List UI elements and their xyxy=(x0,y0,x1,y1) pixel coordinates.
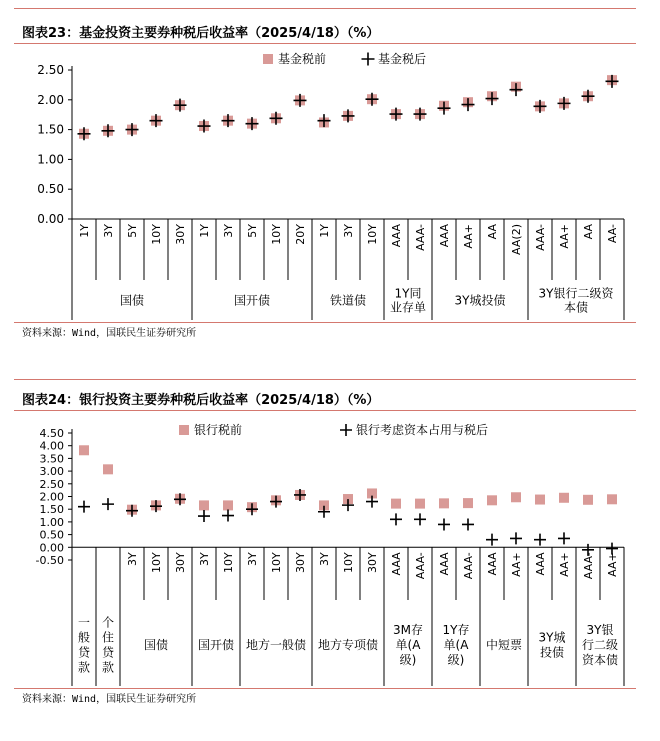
category-label: AA(2) xyxy=(510,224,523,255)
pre-tax-point xyxy=(607,494,617,504)
category-label: 3Y xyxy=(198,552,211,567)
group-label: 3Y银行二级资本债 xyxy=(538,286,614,315)
category-label: 10Y xyxy=(222,552,235,574)
group-label: 国开债 xyxy=(233,293,271,308)
figure-24-bottom-rule xyxy=(14,688,636,689)
pre-tax-point xyxy=(223,500,233,510)
category-label: 3Y xyxy=(342,224,355,238)
category-label: 3Y xyxy=(102,224,115,238)
category-label: AA+ xyxy=(606,552,619,577)
group-label: 3Y银行二级资本债 xyxy=(581,623,619,667)
legend-label: 银行考虑资本占用与税后 xyxy=(356,423,489,437)
group-label: 中短票 xyxy=(485,638,523,652)
category-label: AA+ xyxy=(462,224,475,249)
pre-tax-point xyxy=(535,495,545,505)
y-tick-label: 0.00 xyxy=(37,212,64,226)
legend-label: 银行税前 xyxy=(194,423,243,437)
category-label: AAA- xyxy=(414,224,427,251)
category-label: 5Y xyxy=(246,224,259,238)
category-label: 10Y xyxy=(150,552,163,574)
group-label: 1Y同业存单 xyxy=(389,286,427,315)
category-label: AA+ xyxy=(558,224,571,249)
pre-tax-point xyxy=(391,499,401,509)
after-tax-point xyxy=(462,518,474,530)
figure-23-title: 图表23：基金投资主要券种税后收益率（2025/4/18）（%） xyxy=(22,26,380,41)
category-label: AAA- xyxy=(462,552,475,580)
category-label: 3Y xyxy=(318,552,331,567)
after-tax-point xyxy=(198,510,210,522)
category-label: 10Y xyxy=(270,224,283,245)
figure-23-bottom-rule xyxy=(14,322,636,323)
category-label: 10Y xyxy=(150,224,163,245)
legend-label: 基金税后 xyxy=(378,52,427,66)
category-label: AA xyxy=(582,224,595,240)
legend-marker xyxy=(362,53,375,66)
y-tick-label: 0.50 xyxy=(37,182,64,197)
category-label: 30Y xyxy=(174,552,187,574)
after-tax-point xyxy=(78,501,90,513)
after-tax-point xyxy=(390,513,402,525)
group-label: 一般贷款 xyxy=(77,615,91,675)
group-label: 地方一般债 xyxy=(245,638,307,652)
pre-tax-point xyxy=(103,464,113,474)
group-label: 个住贷款 xyxy=(101,615,115,675)
after-tax-point xyxy=(486,534,498,546)
y-tick-label: 2.50 xyxy=(37,63,64,77)
y-tick-label: 1.00 xyxy=(39,515,64,529)
category-label: 3Y xyxy=(126,552,139,567)
pre-tax-point xyxy=(79,445,89,455)
pre-tax-point xyxy=(559,493,569,503)
category-label: 5Y xyxy=(126,224,139,238)
category-label: AAA xyxy=(390,224,403,248)
pre-tax-point xyxy=(199,500,209,510)
y-tick-label: 1.00 xyxy=(37,152,64,167)
after-tax-point xyxy=(558,532,570,544)
category-label: 3Y xyxy=(222,224,235,238)
y-tick-label: 0.00 xyxy=(39,541,64,555)
legend-marker xyxy=(263,54,273,64)
category-label: 30Y xyxy=(174,224,187,245)
pre-tax-point xyxy=(511,492,521,502)
y-tick-label: -0.50 xyxy=(35,554,64,567)
category-label: 30Y xyxy=(294,552,307,574)
y-tick-label: 4.50 xyxy=(39,427,64,440)
category-label: AAA xyxy=(438,552,451,576)
pre-tax-point xyxy=(439,498,449,508)
group-label: 3Y城投债 xyxy=(454,293,506,308)
category-label: AAA xyxy=(534,552,547,576)
chart-bank-after-tax-yield xyxy=(0,410,660,690)
figure-24-title: 图表24：银行投资主要券种税后收益率（2025/4/18）（%） xyxy=(22,393,380,408)
group-label: 1Y存单(A 级) xyxy=(442,623,470,667)
y-tick-label: 0.50 xyxy=(39,528,64,542)
category-label: AAA- xyxy=(582,552,595,580)
category-label: AAA xyxy=(390,552,403,576)
category-label: 30Y xyxy=(366,552,379,574)
category-label: 10Y xyxy=(366,224,379,245)
category-label: 20Y xyxy=(294,224,307,245)
after-tax-point xyxy=(438,518,450,530)
category-label: AA+ xyxy=(510,552,523,577)
y-tick-label: 3.50 xyxy=(39,452,64,466)
category-label: 1Y xyxy=(78,224,91,238)
legend-label: 基金税前 xyxy=(278,52,327,66)
figure-23-top-rule xyxy=(14,8,636,9)
pre-tax-point xyxy=(415,499,425,509)
after-tax-point xyxy=(222,510,234,522)
legend-marker xyxy=(179,425,189,435)
category-label: AA xyxy=(486,224,499,240)
category-label: AA+ xyxy=(558,552,571,577)
group-label: 国开债 xyxy=(197,638,235,652)
group-label: 3Y城投债 xyxy=(538,630,566,660)
category-label: 1Y xyxy=(198,224,211,238)
category-label: AAA- xyxy=(414,552,427,580)
pre-tax-point xyxy=(583,495,593,505)
pre-tax-point xyxy=(487,495,497,505)
group-label: 地方专项债 xyxy=(317,638,379,652)
y-tick-label: 3.00 xyxy=(39,465,64,479)
legend-marker xyxy=(340,424,352,436)
category-label: AAA xyxy=(486,552,499,576)
y-tick-label: 1.50 xyxy=(37,122,64,137)
figure-24-top-rule xyxy=(14,379,636,380)
category-label: 10Y xyxy=(270,552,283,574)
after-tax-point xyxy=(534,534,546,546)
category-label: 10Y xyxy=(342,552,355,574)
after-tax-point xyxy=(102,498,114,510)
category-label: AAA xyxy=(438,224,451,248)
group-label: 国债 xyxy=(143,638,169,652)
y-tick-label: 2.50 xyxy=(39,477,64,491)
after-tax-point xyxy=(414,513,426,525)
chart-fund-after-tax-yield xyxy=(0,43,660,323)
y-tick-label: 1.50 xyxy=(39,503,64,517)
group-label: 国债 xyxy=(119,293,145,308)
y-tick-label: 2.00 xyxy=(39,490,64,504)
group-label: 铁道债 xyxy=(329,293,367,308)
y-tick-label: 2.00 xyxy=(37,92,64,107)
figure-23-source: 资料来源：Wind，国联民生证券研究所 xyxy=(22,328,197,339)
category-label: AA- xyxy=(606,224,619,244)
after-tax-point xyxy=(510,532,522,544)
pre-tax-point xyxy=(463,498,473,508)
figure-24-source: 资料来源：Wind，国联民生证券研究所 xyxy=(22,694,197,705)
y-tick-label: 4.00 xyxy=(39,439,64,453)
category-label: 3Y xyxy=(246,552,259,567)
category-label: 1Y xyxy=(318,224,331,238)
group-label: 3M存单(A 级) xyxy=(393,623,423,667)
category-label: AAA- xyxy=(534,224,547,251)
